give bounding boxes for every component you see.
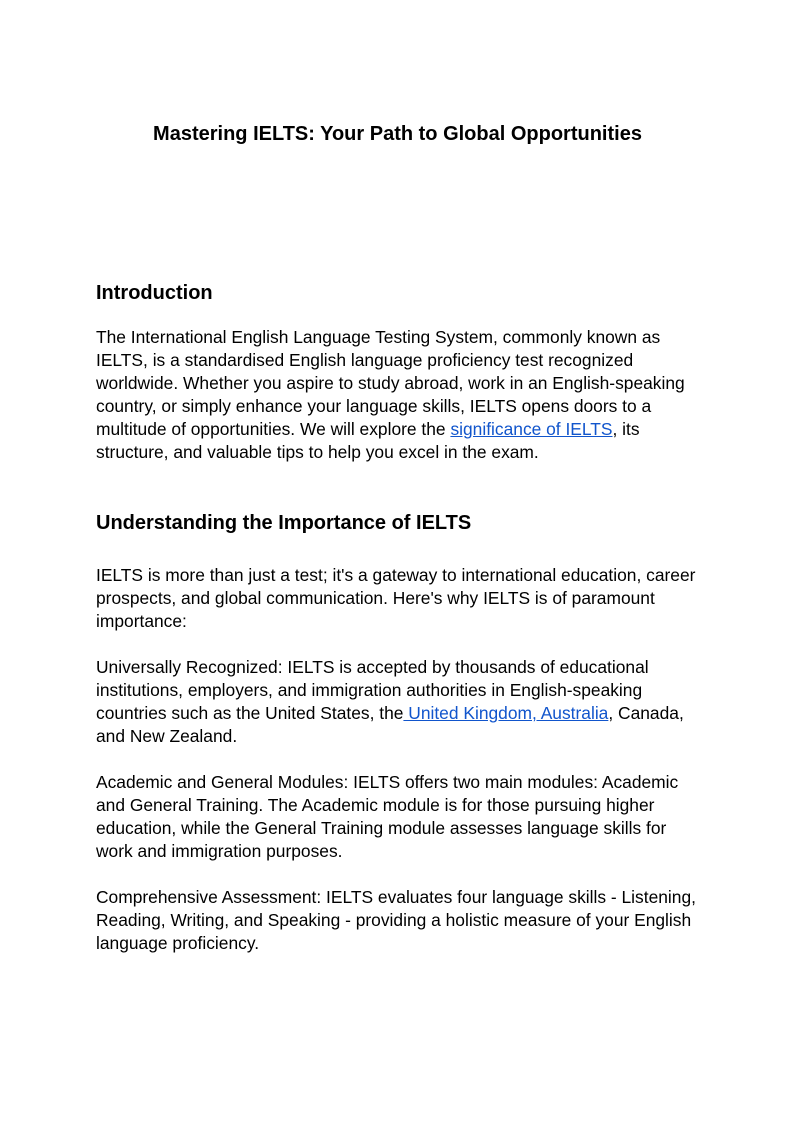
text-line: IELTS is more than just a test; it's a gateway to international education, career — [96, 565, 696, 585]
text-line: IELTS, is a standardised English language proficiency test recognized — [96, 350, 634, 370]
united-kingdom-australia-link[interactable]: United Kingdom, Australia — [403, 703, 609, 723]
text-line: country, or simply enhance your language skills, IELTS opens doors to a — [96, 396, 652, 416]
text-line: Academic and General Modules: IELTS offers two main modules: Academic — [96, 772, 679, 792]
text-line: education, while the General Training module assesses language skills for — [96, 818, 667, 838]
significance-of-ielts-link[interactable]: significance of IELTS — [450, 419, 613, 439]
text-span: , its — [612, 419, 640, 439]
text-line: The International English Language Testing System, commonly known as — [96, 327, 661, 347]
modules-paragraph — [96, 771, 678, 863]
text-span: multitude of opportunities. We will explore the — [96, 419, 451, 439]
assessment-paragraph — [96, 886, 696, 955]
document-title: Mastering IELTS: Your Path to Global Opportunities — [153, 123, 642, 145]
importance-lead-paragraph — [96, 564, 695, 633]
text-line: work and immigration purposes. — [96, 841, 343, 861]
text-span: countries such as the United States, the — [96, 703, 404, 723]
universally-recognized-paragraph — [96, 656, 684, 748]
text-line: Comprehensive Assessment: IELTS evaluates four language skills - Listening, — [96, 887, 696, 907]
introduction-paragraph — [96, 326, 685, 464]
text-line: Universally Recognized: IELTS is accepted by thousands of educational — [96, 657, 649, 677]
text-line: worldwide. Whether you aspire to study abroad, work in an English-speaking — [96, 373, 685, 393]
introduction-heading: Introduction — [96, 282, 213, 304]
text-line: language proficiency. — [96, 933, 260, 953]
text-line: structure, and valuable tips to help you excel in the exam. — [96, 442, 539, 462]
text-line — [96, 418, 685, 441]
text-line: and New Zealand. — [96, 726, 238, 746]
text-line: importance: — [96, 611, 187, 631]
text-span: , Canada, — [608, 703, 684, 723]
text-line: prospects, and global communication. Here's why IELTS is of paramount — [96, 588, 655, 608]
text-line: institutions, employers, and immigration authorities in English-speaking — [96, 680, 643, 700]
importance-heading: Understanding the Importance of IELTS — [96, 512, 472, 534]
text-line — [96, 702, 684, 725]
text-line: Reading, Writing, and Speaking - providing a holistic measure of your English — [96, 910, 692, 930]
text-line: and General Training. The Academic module is for those pursuing higher — [96, 795, 655, 815]
